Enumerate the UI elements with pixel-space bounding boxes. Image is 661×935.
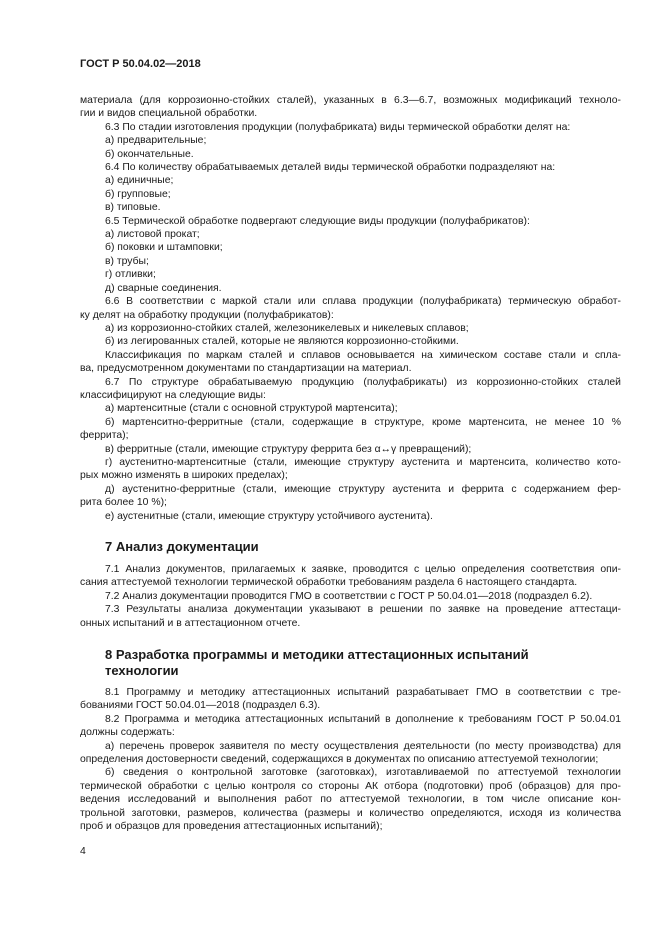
text-line: 8.2 Программа и методика аттестационных испытаний в дополнение к требованиям ГОСТ Р 50.04.01: [105, 713, 621, 725]
text-line: Классификация по маркам сталей и сплавов основывается на химическом составе стали и спла-: [105, 349, 621, 361]
paragraph: [80, 766, 621, 833]
paragraph: [80, 563, 621, 590]
text-line: а) мартенситные (стали с основной структурой мартенсита);: [105, 403, 398, 415]
paragraph: [80, 148, 621, 161]
section-8-heading: [105, 647, 529, 679]
text-line: б) мартенситно-ферритные (стали, содержащие в структуре, кроме мартенсита, не менее 10 %: [105, 416, 621, 428]
paragraph: [80, 740, 621, 767]
text-line: г) аустенитно-мартенситные (стали, имеющие структуру аустенита и мартенсита, количество кото-: [105, 456, 621, 468]
paragraph: [80, 416, 621, 443]
text-line: рита более 10 %);: [80, 497, 167, 509]
paragraph: [80, 134, 621, 147]
text-line: ку делят на обработку продукции (полуфабрикатов):: [80, 309, 334, 321]
paragraph: [80, 590, 621, 603]
paragraph: [80, 201, 621, 214]
paragraph: [80, 443, 621, 456]
text-line: ва, предусмотренном документами по стандартизации на материал.: [80, 363, 412, 375]
paragraph: [80, 215, 621, 228]
text-line: в) трубы;: [105, 255, 149, 267]
paragraph: [80, 188, 621, 201]
text-line: б) групповые;: [105, 188, 171, 200]
text-line: а) предварительные;: [105, 135, 207, 147]
section-8-heading-line: 8 Разработка программы и методики аттестационных испытаний: [105, 647, 529, 662]
text-line: гии и видов специальной обработки.: [80, 108, 258, 120]
text-line: феррита);: [80, 430, 129, 442]
paragraph: [80, 295, 621, 322]
text-line: определения достоверности сведений, содержащихся в документах по описанию аттестуемой технологии;: [80, 754, 599, 766]
text-line: а) из коррозионно-стойких сталей, железоникелевых и никелевых сплавов;: [105, 322, 469, 334]
document-header: ГОСТ Р 50.04.02—2018: [80, 58, 201, 70]
text-line: бованиями ГОСТ 50.04.01—2018 (подраздел 6.3).: [80, 700, 321, 712]
paragraph: [80, 174, 621, 187]
text-line: сания аттестуемой технологии термической обработки требованиям раздела 6 настоящего стандарта.: [80, 577, 578, 589]
text-line: ведения исследований и выполнения работ по аттестуемой технологии, в том числе описание кон-: [80, 794, 621, 806]
paragraph: [80, 402, 621, 415]
text-line: а) листовой прокат;: [105, 229, 200, 241]
text-line: е) аустенитные (стали, имеющие структуру устойчивого аустенита).: [105, 510, 433, 522]
text-line: термической обработки с целью контроля со стороны АК отбора (подготовки) проб (образцов) для про-: [80, 780, 621, 792]
text-line: материала (для коррозионно-стойких сталей), указанных в 6.3—6.7, возможных модификаций техноло-: [80, 95, 621, 106]
paragraph: [80, 255, 621, 268]
text-line: 6.7 По структуре обрабатываемую продукцию (полуфабрикаты) из коррозионно-стойких сталей: [105, 376, 621, 388]
section-6-body: [80, 94, 621, 523]
paragraph: [80, 241, 621, 254]
text-line: б) сведения о контрольной заготовке (заготовках), изготавливаемой по аттестуемой технологии: [105, 767, 621, 779]
paragraph: [80, 686, 621, 713]
text-line: 6.4 По количеству обрабатываемых деталей виды термической обработки подразделяют на:: [105, 162, 556, 174]
text-line: д) аустенитно-ферритные (стали, имеющие структуру аустенита и феррита с содержанием фер-: [105, 483, 621, 495]
paragraph: [80, 322, 621, 335]
text-line: б) поковки и штамповки;: [105, 242, 223, 254]
text-line: в) ферритные (стали, имеющие структуру феррита без α↔γ превращений);: [105, 443, 472, 455]
section-8-body: [80, 686, 621, 833]
paragraph: [80, 510, 621, 523]
paragraph: [80, 713, 621, 740]
text-line: 7.3 Результаты анализа документации указывают в решении по заявке на проведение аттестаци-: [105, 604, 621, 616]
text-line: 7.2 Анализ документации проводится ГМО в соответствии с ГОСТ Р 50.04.01—2018 (подраздел 6.2).: [105, 590, 593, 602]
paragraph: [80, 161, 621, 174]
text-line: а) перечень проверок заявителя по месту осуществления деятельности (по месту производства) для: [105, 740, 621, 752]
text-line: 7.1 Анализ документов, прилагаемых к заявке, проводится с целью определения соответствия опи-: [105, 564, 621, 575]
text-line: рых можно изменять в широких пределах);: [80, 470, 288, 482]
text-line: в) типовые.: [105, 202, 161, 214]
paragraph: [80, 282, 621, 295]
text-line: должны содержать:: [80, 727, 175, 739]
paragraph: [80, 121, 621, 134]
text-line: проб и образцов для проведения аттестационных испытаний);: [80, 821, 383, 833]
paragraph: [80, 228, 621, 241]
text-line: б) окончательные.: [105, 148, 194, 160]
paragraph: [80, 349, 621, 376]
text-line: 6.5 Термической обработке подвергают следующие виды продукции (полуфабрикатов):: [105, 215, 530, 227]
paragraph: [80, 335, 621, 348]
paragraph: [80, 268, 621, 281]
text-line: онных испытаний и в аттестационном отчете.: [80, 617, 301, 629]
section-7-body: [80, 563, 621, 630]
text-line: г) отливки;: [105, 269, 156, 281]
text-line: 6.6 В соответствии с маркой стали или сплава продукции (полуфабриката) термическую обработ-: [105, 296, 621, 308]
text-line: д) сварные соединения.: [105, 282, 222, 294]
section-8-heading-line: технологии: [105, 663, 179, 678]
paragraph: [80, 94, 621, 121]
section-7-heading: 7 Анализ документации: [105, 539, 259, 554]
text-line: а) единичные;: [105, 175, 174, 187]
text-line: трольной заготовки, размеров, количества (размеры и количество определяются, исходя из количества: [80, 807, 621, 819]
paragraph: [80, 456, 621, 483]
paragraph: [80, 603, 621, 630]
text-line: 6.3 По стадии изготовления продукции (полуфабриката) виды термической обработки делят на:: [105, 121, 571, 133]
text-line: б) из легированных сталей, которые не являются коррозионно-стойкими.: [105, 336, 459, 348]
text-line: 8.1 Программу и методику аттестационных испытаний разрабатывает ГМО в соответствии с тре-: [105, 687, 621, 698]
paragraph: [80, 483, 621, 510]
paragraph: [80, 376, 621, 403]
page-number: 4: [80, 846, 86, 857]
text-line: классифицируют на следующие виды:: [80, 389, 266, 401]
